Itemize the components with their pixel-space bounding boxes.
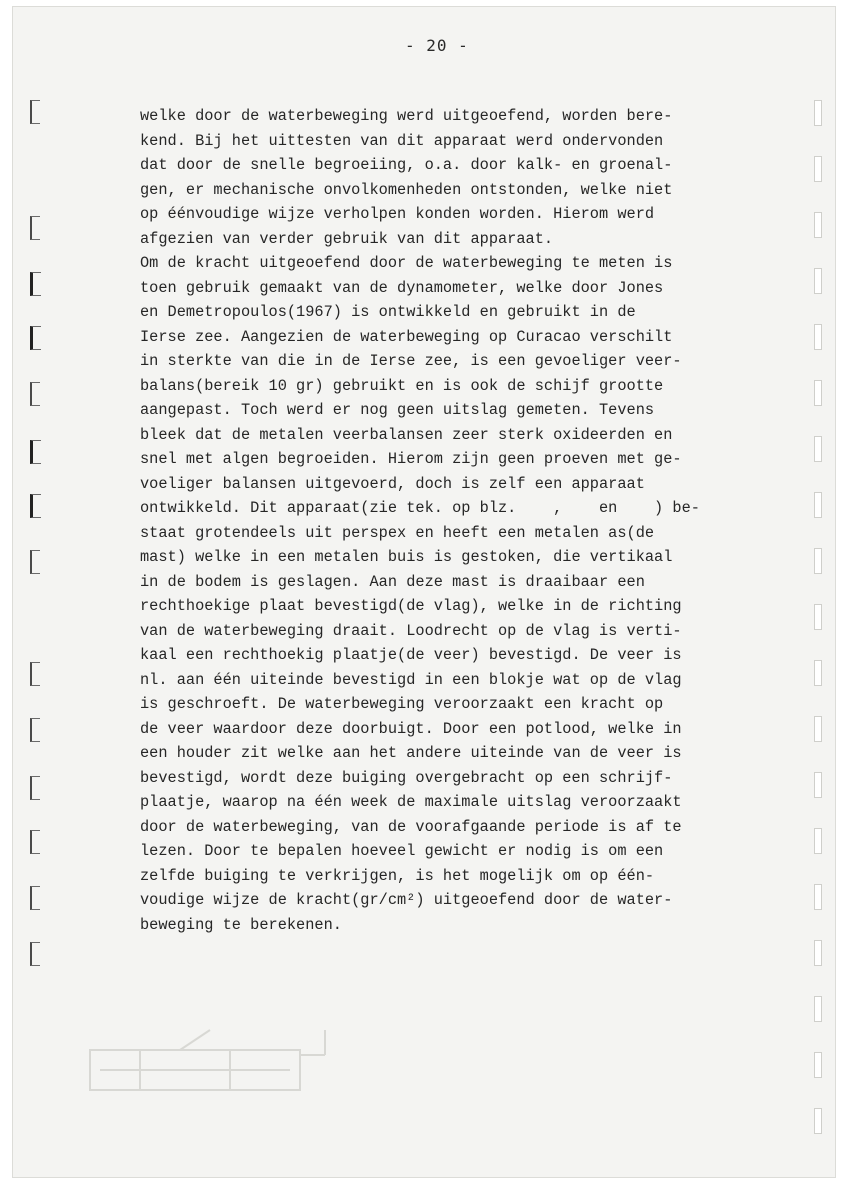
binder-slot [814,996,822,1022]
body-paragraph [140,104,760,937]
binder-slot [814,548,822,574]
text-line: bleek dat de metalen veerbalansen zeer sterk oxideerden en [140,425,673,444]
text-line: Ierse zee. Aangezien de waterbeweging op Curacao verschilt [140,327,673,346]
text-line: Om de kracht uitgeoefend door de waterbeweging te meten is [140,254,673,272]
text-line: plaatje, waarop na één week de maximale uitslag veroorzaakt [140,793,682,811]
text-line: in sterkte van die in de Ierse zee, is een gevoeliger veer- [140,352,682,370]
binder-slot [814,772,822,798]
text-line: aangepast. Toch werd er nog geen uitslag gemeten. Tevens [140,401,655,419]
text-line: de veer waardoor deze doorbuigt. Door een potlood, welke in [140,719,682,738]
binder-slot [814,156,822,182]
binder-slot [814,940,822,966]
binder-slot [814,884,822,910]
text-line: beweging te berekenen. [140,915,342,934]
binder-slot [814,380,822,406]
text-line: toen gebruik gemaakt van de dynamometer, welke door Jones [140,278,664,297]
text-line: kend. Bij het uittesten van dit apparaat werd ondervonden [140,131,664,150]
text-line: lezen. Door te bepalen hoeveel gewicht er nodig is om een [140,842,664,860]
text-line: nl. aan één uiteinde bevestigd in een blokje wat op de vlag [140,670,682,689]
binder-slot [814,1108,822,1134]
binder-slot [814,324,822,350]
binder-slot [814,492,822,518]
text-line: ontwikkeld. Dit apparaat(zie tek. op blz. , en ) be- [140,499,700,517]
binder-hole [30,494,41,518]
text-line: afgezien van verder gebruik van dit apparaat. [140,229,554,248]
binder-slot [814,212,822,238]
text-line: kaal een rechthoekig plaatje(de veer) bevestigd. De veer is [140,646,682,664]
binder-hole [30,830,40,854]
binder-slot [814,1052,822,1078]
text-line: bevestigd, wordt deze buiging overgebracht op een schrijf- [140,768,673,787]
binder-slot [814,268,822,294]
text-line: gen, er mechanische onvolkomenheden ontstonden, welke niet [140,180,673,199]
text-line: welke door de waterbeweging werd uitgeoefend, worden bere- [140,107,673,125]
page-number: - 20 - [405,36,469,55]
text-line: een houder zit welke aan het andere uiteinde van de veer is [140,744,682,762]
binder-hole [30,272,41,296]
text-line: voudige wijze de kracht(gr/cm²) uitgeoefend door de water- [140,891,673,909]
text-line: dat door de snelle begroeiing, o.a. door kalk- en groenal- [140,156,673,174]
binder-hole [30,942,40,966]
binder-hole [30,440,41,464]
binder-hole [30,550,40,574]
text-line: door de waterbeweging, van de voorafgaande periode is af te [140,817,682,836]
binder-hole [30,776,40,800]
binder-slot [814,716,822,742]
text-line: mast) welke in een metalen buis is gestoken, die vertikaal [140,548,673,566]
text-line: balans(bereik 10 gr) gebruikt en is ook de schijf grootte [140,376,664,395]
binder-hole [30,382,40,406]
binder-hole [30,886,40,910]
binder-slot [814,660,822,686]
binder-hole [30,216,40,240]
binder-slot [814,436,822,462]
binder-slot [814,100,822,126]
text-line: is geschroeft. De waterbeweging veroorzaakt een kracht op [140,695,664,713]
text-line: staat grotendeels uit perspex en heeft een metalen as(de [140,523,655,542]
text-line: in de bodem is geslagen. Aan deze mast is draaibaar een [140,572,645,591]
binder-hole [30,100,40,124]
binder-slot [814,604,822,630]
text-line: op éénvoudige wijze verholpen konden worden. Hierom werd [140,205,655,223]
text-line: zelfde buiging te verkrijgen, is het mogelijk om op één- [140,866,655,885]
text-line: rechthoekige plaat bevestigd(de vlag), welke in de richting [140,597,682,615]
binder-hole [30,326,41,350]
binder-hole [30,662,40,686]
text-line: snel met algen begroeiden. Hierom zijn geen proeven met ge- [140,450,682,468]
binder-slot [814,828,822,854]
text-line: van de waterbeweging draait. Loodrecht op de vlag is verti- [140,621,682,640]
bleed-through-drawing [80,1020,340,1110]
text-line: voeliger balansen uitgevoerd, doch is zelf een apparaat [140,474,645,493]
binder-hole [30,718,40,742]
text-line: en Demetropoulos(1967) is ontwikkeld en gebruikt in de [140,303,636,321]
